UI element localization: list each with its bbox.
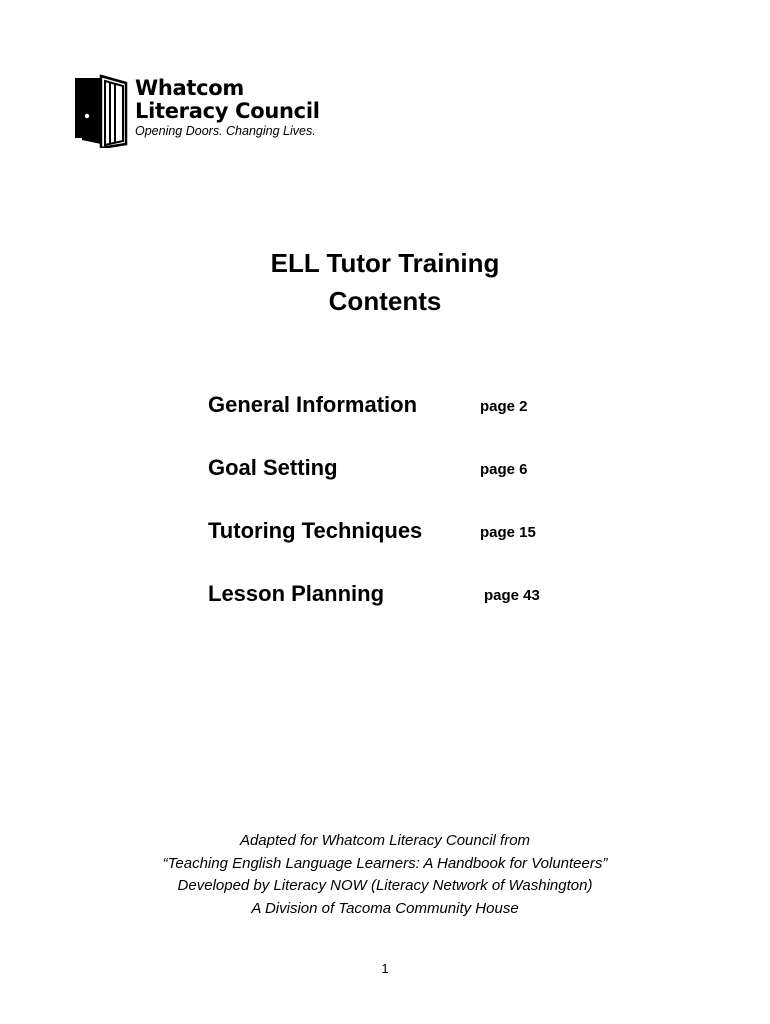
toc-entry-title: Lesson Planning bbox=[208, 581, 385, 606]
title-line2: Contents bbox=[328, 286, 442, 316]
logo-tagline: Opening Doors. Changing Lives. bbox=[135, 124, 316, 138]
logo-name-line2: Literacy Council bbox=[135, 99, 320, 123]
toc-entry-title: Tutoring Techniques bbox=[208, 518, 423, 543]
credit-line: Adapted for Whatcom Literacy Council from bbox=[239, 832, 531, 849]
credit-line: Developed by Literacy NOW (Literacy Network of Washington) bbox=[177, 877, 593, 894]
document-title bbox=[0, 244, 770, 320]
toc-entry-goal-setting[interactable] bbox=[208, 451, 608, 485]
logo bbox=[74, 72, 334, 148]
title-line1: ELL Tutor Training bbox=[270, 248, 500, 278]
credit-line: A Division of Tacoma Community House bbox=[251, 899, 519, 917]
open-door-icon bbox=[74, 74, 132, 148]
logo-name-line1: Whatcom bbox=[135, 76, 244, 100]
toc-entry-page: page 2 bbox=[480, 398, 528, 415]
toc-entry-lesson-planning[interactable] bbox=[208, 577, 608, 611]
toc-entry-title: General Information bbox=[208, 392, 418, 417]
toc-entry-page: page 43 bbox=[484, 587, 540, 604]
credits bbox=[0, 830, 770, 920]
toc-entry-tutoring-techniques[interactable] bbox=[208, 514, 608, 548]
logo-text bbox=[135, 77, 320, 139]
toc-entry-page: page 6 bbox=[480, 461, 528, 478]
toc-entry-general-information[interactable] bbox=[208, 388, 608, 422]
toc-entry-page: page 15 bbox=[480, 524, 536, 541]
toc-entry-title: Goal Setting bbox=[208, 455, 338, 480]
credit-line: “Teaching English Language Learners: A Handbook for Volunteers” bbox=[162, 854, 608, 872]
page-number: 1 bbox=[381, 961, 389, 976]
